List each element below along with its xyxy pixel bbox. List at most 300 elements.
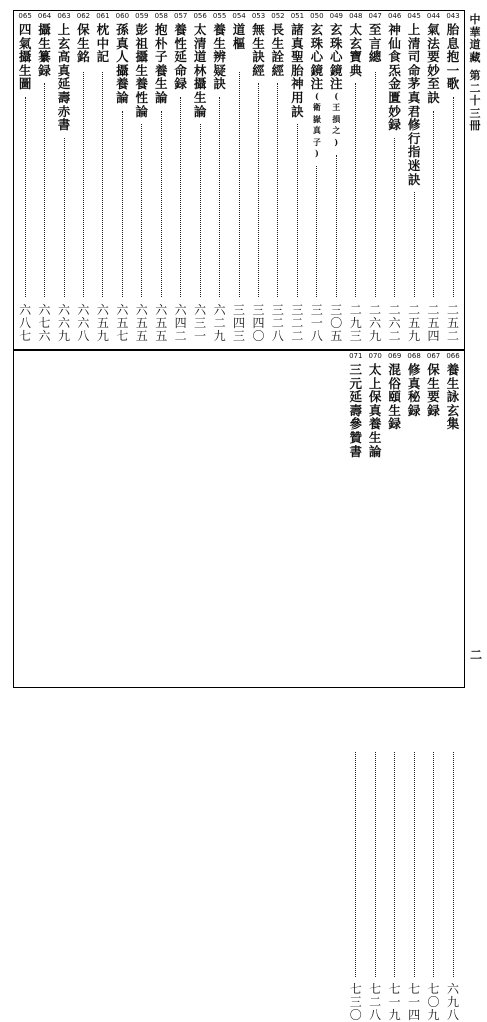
entry-title	[426, 363, 442, 417]
title-char: 炁	[388, 62, 401, 78]
leader-dots	[433, 752, 434, 977]
entry-page	[406, 983, 422, 1022]
page-char: 九	[349, 316, 362, 330]
title-char: 壽	[57, 89, 71, 105]
page-char: 七	[38, 316, 51, 330]
page-char: 六	[116, 303, 129, 317]
entry-title	[348, 363, 364, 458]
title-char: 經	[252, 62, 265, 78]
entry-title	[173, 23, 189, 91]
title-char: 銘	[77, 49, 90, 65]
title-char: 上	[407, 22, 421, 37]
entry-number: 044	[426, 12, 441, 20]
title-char: 迷	[407, 157, 421, 173]
title-char: 論	[368, 443, 382, 459]
entry-title	[114, 23, 130, 105]
title-char: 食	[388, 49, 401, 65]
entry-title	[445, 363, 461, 431]
title-char: 延	[174, 49, 187, 65]
title-note-char: )	[334, 136, 339, 147]
entry-title	[134, 23, 150, 118]
title-char: 樞	[232, 35, 246, 51]
page-char: 九	[57, 329, 70, 343]
leader-dots	[83, 72, 84, 297]
entry-page	[406, 304, 422, 343]
title-char: 書	[349, 443, 362, 459]
entry-page	[426, 983, 442, 1022]
leader-dots	[453, 97, 454, 297]
page-char: 五	[155, 316, 168, 330]
title-char: 混	[388, 362, 401, 377]
entry-title	[270, 23, 286, 77]
title-char: 論	[154, 89, 168, 105]
header-char: 二	[469, 81, 481, 95]
title-char: 元	[349, 375, 362, 391]
leader-dots	[219, 97, 220, 297]
page-char: 六	[38, 329, 51, 343]
leader-dots	[394, 138, 395, 297]
entry-title	[367, 363, 383, 458]
header-char: 道	[469, 38, 481, 51]
page-char: 一	[194, 329, 207, 343]
title-char: 玄	[57, 35, 71, 51]
title-char: 上	[57, 22, 71, 37]
leader-dots	[239, 72, 240, 297]
title-char: 贊	[349, 429, 362, 445]
page-char: 六	[174, 303, 187, 317]
page-char: 六	[77, 316, 90, 330]
entry-page	[387, 304, 403, 343]
entry-number: 062	[76, 12, 91, 20]
page-char: 五	[135, 316, 148, 330]
entry-number: 065	[18, 12, 32, 20]
page-char: 九	[388, 1008, 401, 1022]
page-char: 六	[194, 303, 207, 317]
header-char: 中	[469, 13, 481, 26]
page-char: 三	[291, 303, 304, 317]
entry-number: 055	[212, 12, 227, 20]
title-char: 養	[174, 22, 187, 37]
entry-page	[367, 304, 383, 343]
title-char: 三	[349, 362, 362, 377]
leader-dots	[102, 72, 103, 297]
title-char: 朴	[154, 35, 168, 51]
leader-dots	[297, 124, 298, 297]
leader-dots	[453, 752, 454, 977]
entry-title	[153, 23, 169, 105]
title-char: 録	[38, 62, 51, 78]
title-char: 生	[271, 35, 285, 51]
entry-number: 068	[407, 352, 421, 360]
page-char: 三	[349, 995, 362, 1009]
entry-page	[173, 304, 189, 343]
title-char: 祖	[135, 35, 149, 51]
page-char: 六	[369, 316, 382, 330]
title-char: 注	[330, 76, 343, 92]
title-char: 寶	[349, 49, 362, 65]
entry-page	[309, 304, 325, 343]
leader-dots	[64, 138, 65, 297]
page-char: 八	[310, 329, 323, 343]
title-char: 玄	[330, 22, 343, 37]
entry-page	[445, 983, 461, 1022]
title-char: 生	[252, 35, 265, 51]
title-char: 金	[388, 76, 401, 92]
title-char: 珠	[330, 35, 343, 51]
entry-page	[212, 304, 228, 343]
leader-dots	[141, 124, 142, 297]
title-char: 茅	[407, 76, 421, 92]
entry-page	[56, 304, 72, 343]
entry-title	[309, 23, 325, 160]
entry-title	[406, 363, 422, 417]
entry-page	[289, 304, 305, 343]
entry-number: 064	[37, 12, 52, 20]
title-char: 法	[427, 35, 440, 51]
title-char: 赤	[57, 103, 71, 119]
page-char: 六	[96, 303, 109, 317]
entry-page	[328, 304, 344, 343]
title-char: 訣	[252, 49, 265, 65]
entry-number: 056	[193, 12, 207, 20]
leader-dots	[44, 83, 45, 297]
title-char: 太	[193, 22, 207, 37]
entry-number: 047	[368, 12, 382, 20]
title-char: 修	[407, 117, 421, 133]
title-char: 書	[57, 117, 71, 133]
title-char: 人	[116, 49, 129, 65]
title-char: 子	[154, 49, 168, 65]
title-char: 訣	[407, 171, 421, 187]
page-char: 三	[271, 303, 284, 317]
entry-page	[231, 304, 247, 343]
entry-number: 052	[271, 12, 285, 20]
title-char: 典	[349, 62, 362, 78]
entry-number: 070	[368, 352, 382, 360]
page-char: 二	[369, 995, 382, 1009]
entry-page	[114, 304, 130, 343]
title-char: 訣	[291, 103, 304, 119]
title-char: 上	[368, 375, 382, 391]
page-char: 二	[408, 303, 421, 317]
title-char: 集	[446, 416, 460, 432]
page-char: 三	[310, 303, 323, 317]
title-char: 要	[427, 389, 440, 405]
page-char: 五	[330, 329, 343, 343]
title-char: 無	[252, 22, 265, 37]
title-char: 神	[291, 76, 304, 92]
page-char: 二	[388, 303, 401, 317]
title-char: 訣	[427, 89, 440, 105]
title-char: 命	[407, 62, 421, 78]
title-char: 論	[135, 103, 149, 119]
title-char: 真	[368, 402, 382, 418]
page-char: 〇	[349, 1008, 362, 1022]
leader-dots	[355, 752, 356, 977]
entry-title	[406, 23, 422, 186]
title-char: 保	[427, 362, 440, 377]
title-char: 妙	[427, 62, 440, 78]
leader-dots	[200, 124, 201, 297]
title-char: 珠	[310, 35, 324, 51]
title-char: 壽	[349, 402, 362, 418]
page-char: 五	[408, 316, 421, 330]
title-char: 養	[446, 362, 460, 377]
title-char: 詠	[446, 389, 460, 405]
title-char: 道	[193, 49, 207, 65]
title-char: 録	[388, 416, 401, 432]
title-char: 生	[193, 89, 207, 105]
leader-dots	[277, 83, 278, 297]
page-char: 七	[388, 982, 401, 996]
page-char: 六	[77, 303, 90, 317]
entry-title	[231, 23, 247, 50]
entry-page	[367, 983, 383, 1022]
title-char: 鏡	[330, 62, 343, 78]
leader-dots	[316, 166, 317, 297]
page-char: 四	[252, 316, 265, 330]
title-char: 疑	[213, 62, 226, 78]
title-char: 神	[388, 22, 401, 37]
title-char: 録	[407, 402, 421, 418]
title-char: 生	[368, 429, 382, 445]
page-char: 〇	[252, 329, 265, 343]
entry-number: 050	[310, 12, 324, 20]
entry-page	[348, 304, 364, 343]
title-char: 道	[232, 22, 246, 37]
page-char: 二	[446, 303, 459, 317]
title-char: 妙	[388, 103, 401, 119]
title-char: 録	[427, 402, 440, 418]
page-char: 八	[271, 329, 284, 343]
title-char: 至	[427, 76, 440, 92]
page-char: 一	[310, 316, 323, 330]
page-char: 七	[19, 329, 32, 343]
leader-dots	[375, 72, 376, 297]
page-char: 六	[155, 303, 168, 317]
entry-number: 066	[446, 352, 460, 360]
entry-title	[445, 23, 461, 91]
title-char: 氣	[18, 35, 32, 51]
title-char: 録	[388, 117, 401, 133]
title-char: 心	[330, 49, 343, 65]
page-char: 七	[427, 982, 440, 996]
page-char: 二	[291, 316, 304, 330]
page-char: 二	[271, 316, 284, 330]
title-char: 鏡	[310, 62, 324, 78]
title-char: 詮	[271, 49, 285, 65]
entry-page	[387, 983, 403, 1022]
page-char: 六	[38, 303, 51, 317]
title-char: 林	[193, 62, 207, 78]
title-note-char: 之	[332, 125, 341, 136]
title-char: 司	[407, 49, 421, 65]
title-char: 歌	[446, 76, 460, 92]
title-char: 至	[368, 22, 382, 37]
title-note-char: 衛	[312, 102, 321, 113]
page-char: 七	[369, 982, 382, 996]
page-char: 二	[213, 316, 226, 330]
entry-title	[289, 23, 305, 118]
entry-title	[56, 23, 72, 132]
leader-dots	[414, 192, 415, 297]
title-char: 養	[135, 76, 149, 92]
page-char: 二	[427, 303, 440, 317]
title-char: 性	[174, 35, 187, 51]
page-char: 三	[252, 303, 265, 317]
title-char: 性	[135, 89, 149, 105]
title-char: 生	[38, 35, 51, 51]
title-note-char: 嶽	[312, 113, 321, 124]
header-char: 三	[469, 106, 481, 120]
leader-dots	[414, 752, 415, 977]
title-char: 孫	[116, 22, 129, 37]
title-char: 高	[57, 49, 71, 65]
title-char: 生	[388, 402, 401, 418]
title-char: 玄	[349, 35, 362, 51]
leader-dots	[336, 155, 337, 298]
page-char: 七	[116, 329, 129, 343]
title-char: 論	[116, 89, 129, 105]
title-char: 攝	[116, 62, 129, 78]
header-char: 藏	[469, 50, 481, 64]
title-note-char: )	[314, 148, 319, 159]
page-char: 九	[408, 329, 421, 343]
page-char: 三	[233, 303, 246, 317]
title-char: 纂	[38, 49, 51, 65]
page-char: 二	[369, 303, 382, 317]
title-char: 俗	[388, 375, 401, 391]
page-char: 二	[291, 329, 304, 343]
entry-number: 067	[426, 352, 441, 360]
page-char: 四	[233, 316, 246, 330]
title-char: 四	[18, 22, 32, 37]
title-char: 真	[57, 62, 71, 78]
page-char: 五	[446, 316, 459, 330]
title-char: 修	[407, 362, 421, 377]
title-char: 訣	[213, 76, 226, 92]
title-char: 諸	[291, 22, 304, 37]
leader-dots	[180, 97, 181, 297]
header-char: 十	[469, 94, 481, 107]
title-char: 清	[407, 35, 421, 51]
title-note-char: 真	[312, 125, 321, 136]
page-char: 九	[213, 329, 226, 343]
entry-title	[75, 23, 91, 64]
title-note-char: (	[334, 90, 339, 101]
title-char: 抱	[154, 22, 168, 37]
title-char: 生	[154, 76, 168, 92]
title-char: 生	[135, 62, 149, 78]
entry-page	[17, 304, 33, 343]
title-note-char: 王	[332, 102, 341, 113]
entry-number: 069	[387, 352, 402, 360]
entry-number: 057	[174, 12, 188, 20]
page-char: 八	[19, 316, 32, 330]
title-char: 玄	[310, 22, 324, 37]
page-char: 五	[427, 316, 440, 330]
entry-page	[75, 304, 91, 343]
title-char: 仙	[388, 35, 401, 51]
leader-dots	[161, 111, 162, 297]
page-char: 六	[57, 303, 70, 317]
page-char: 三	[330, 303, 343, 317]
title-note-char: 子	[312, 136, 321, 147]
page-char: 九	[446, 995, 459, 1009]
title-char: 生	[18, 62, 32, 78]
title-char: 生	[446, 375, 460, 391]
leader-dots	[355, 83, 356, 297]
leader-dots	[394, 752, 395, 977]
title-char: 息	[446, 35, 460, 51]
page-char: 四	[408, 1008, 421, 1022]
entry-title	[328, 23, 344, 148]
title-char: 一	[446, 62, 460, 78]
leader-dots	[375, 752, 376, 977]
entry-title	[192, 23, 208, 118]
title-char: 頤	[388, 389, 401, 405]
entry-page	[348, 983, 364, 1022]
page-char: 六	[135, 303, 148, 317]
running-header	[467, 14, 483, 133]
entry-page	[95, 304, 111, 343]
entry-page	[37, 304, 53, 343]
page-char: 〇	[427, 995, 440, 1009]
title-char: 命	[174, 62, 187, 78]
title-char: 養	[154, 62, 168, 78]
entry-number: 063	[57, 12, 71, 20]
entry-page	[153, 304, 169, 343]
page-char: 二	[446, 329, 459, 343]
page-char: 五	[135, 329, 148, 343]
header-char: 華	[469, 25, 481, 39]
entry-page	[251, 304, 267, 343]
page-char: 五	[116, 316, 129, 330]
title-note-char: (	[314, 90, 319, 101]
entry-title	[37, 23, 53, 77]
page-char: 七	[408, 982, 421, 996]
entry-title	[251, 23, 267, 77]
page-number: 二	[470, 648, 483, 662]
title-char: 延	[57, 76, 71, 92]
title-char: 辨	[213, 49, 226, 65]
page-char: 一	[388, 995, 401, 1009]
entry-title	[17, 23, 33, 91]
page-char: 六	[57, 316, 70, 330]
entry-title	[212, 23, 228, 91]
title-char: 攝	[38, 22, 51, 37]
title-char: 養	[368, 416, 382, 432]
title-char: 參	[349, 416, 362, 432]
title-char: 養	[213, 22, 226, 37]
entry-number: 058	[154, 12, 168, 20]
title-char: 真	[116, 35, 129, 51]
entry-title	[387, 363, 403, 431]
title-char: 君	[407, 103, 421, 119]
title-char: 養	[116, 76, 129, 92]
entry-page	[445, 304, 461, 343]
title-char: 聖	[291, 49, 304, 65]
title-char: 指	[407, 144, 421, 160]
leader-dots	[25, 97, 26, 297]
entry-page	[134, 304, 150, 343]
title-char: 真	[407, 89, 421, 105]
entry-number: 051	[290, 12, 305, 20]
entry-number: 071	[349, 352, 363, 360]
header-char: 冊	[469, 119, 481, 132]
entry-number: 048	[349, 12, 363, 20]
title-char: 圖	[18, 76, 32, 92]
